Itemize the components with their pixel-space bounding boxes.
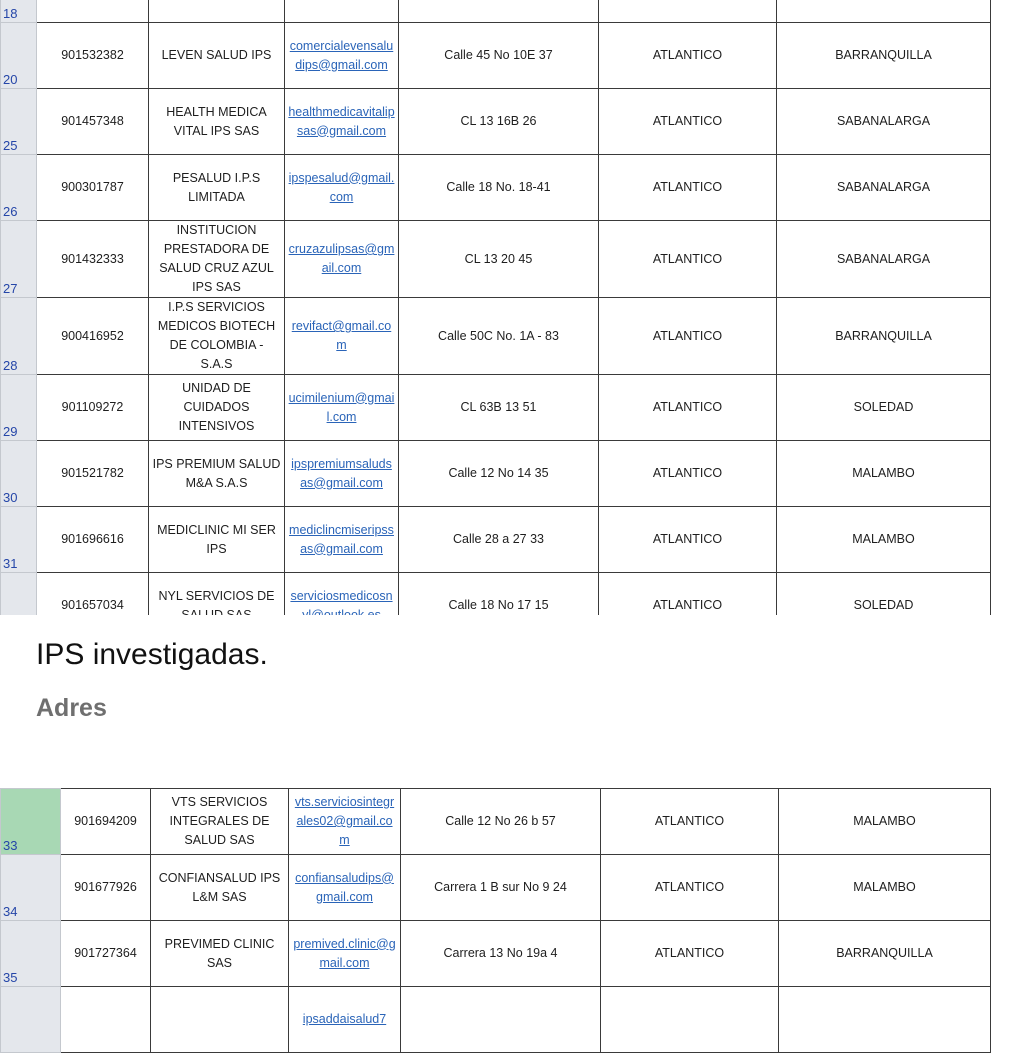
spreadsheet-top-body <box>1 0 991 639</box>
cell-city[interactable]: MALAMBO <box>777 441 991 507</box>
cell-city[interactable]: BARRANQUILLA <box>777 23 991 89</box>
cell-nit[interactable]: 901521782 <box>37 441 149 507</box>
cell-address[interactable]: CL 63B 13 51 <box>399 375 599 441</box>
table-row[interactable] <box>1 441 991 507</box>
cell-dept[interactable]: ATLANTICO <box>599 155 777 221</box>
cell-name[interactable]: PESALUD I.P.S LIMITADA <box>149 155 285 221</box>
email-link[interactable]: premived.clinic@gmail.com <box>293 936 396 970</box>
cell-email[interactable] <box>285 155 399 221</box>
cell-name[interactable]: LEVEN SALUD IPS <box>149 23 285 89</box>
cell-nit[interactable] <box>37 0 149 23</box>
email-link[interactable]: ipspesalud@gmail.com <box>288 170 395 204</box>
email-link[interactable]: ucimilenium@gmail.com <box>288 390 395 424</box>
row-number[interactable]: 31 <box>1 507 37 573</box>
cell-nit[interactable]: 901696616 <box>37 507 149 573</box>
email-link[interactable]: comercialevensaludips@gmail.com <box>289 38 394 72</box>
email-link[interactable]: ipsaddaisalud7 <box>302 1012 387 1026</box>
cell-nit[interactable]: 901532382 <box>37 23 149 89</box>
spreadsheet-bottom <box>0 788 991 1053</box>
cell-name[interactable]: NYL SERVICIOS DE <box>149 573 285 639</box>
cell-email[interactable] <box>285 298 399 375</box>
email-link[interactable]: cruzazulipsas@gmail.com <box>288 242 395 275</box>
cell-dept[interactable]: ATLANTICO <box>599 221 777 298</box>
cell-address[interactable]: Calle 28 a 27 33 <box>399 507 599 573</box>
cell-address[interactable]: CL 13 16B 26 <box>399 89 599 155</box>
cell-city[interactable] <box>777 0 991 23</box>
spreadsheet-bottom-body <box>1 789 991 1053</box>
cell-dept[interactable]: ATLANTICO <box>599 298 777 375</box>
cell-name[interactable] <box>151 987 289 1053</box>
cell-email[interactable] <box>285 0 399 23</box>
cell-name[interactable]: MEDICLINIC MI SER IPS <box>149 507 285 573</box>
email-link[interactable]: ipspremiumsaludsas@gmail.com <box>291 456 392 490</box>
cell-nit[interactable]: 901694209 <box>61 789 151 855</box>
table-row[interactable] <box>1 375 991 441</box>
row-number[interactable]: 20 <box>1 23 37 89</box>
cell-city[interactable]: MALAMBO <box>777 507 991 573</box>
cell-name[interactable]: IPS PREMIUM SALUD M&A S.A.S <box>149 441 285 507</box>
cell-address[interactable] <box>399 0 599 23</box>
cell-name[interactable]: CONFIANSALUD IPS L&M SAS <box>151 855 289 921</box>
cell-name[interactable]: HEALTH MEDICA VITAL IPS SAS <box>149 89 285 155</box>
cell-city[interactable]: MALAMBO <box>779 789 991 855</box>
email-link[interactable]: revifact@gmail.com <box>291 319 392 352</box>
cell-name[interactable]: INSTITUCION PRESTADORA DE SALUD CRUZ AZUL IPS SAS <box>149 221 285 298</box>
cell-address[interactable]: Calle 12 No 26 b 57 <box>401 789 601 855</box>
row-number[interactable] <box>1 987 61 1053</box>
table-row[interactable] <box>1 23 991 89</box>
table-row[interactable] <box>1 155 991 221</box>
cell-nit[interactable]: 901677926 <box>61 855 151 921</box>
cell-email[interactable] <box>285 441 399 507</box>
row-number[interactable]: 30 <box>1 441 37 507</box>
cell-address[interactable]: CL 13 20 45 <box>399 221 599 298</box>
table-row[interactable] <box>1 987 991 1053</box>
cell-email[interactable] <box>285 23 399 89</box>
cell-address[interactable]: Calle 18 No. 18-41 <box>399 155 599 221</box>
cell-address[interactable]: Calle 45 No 10E 37 <box>399 23 599 89</box>
cell-city[interactable]: BARRANQUILLA <box>779 921 991 987</box>
cell-nit[interactable]: 901109272 <box>37 375 149 441</box>
cell-address[interactable]: Calle 50C No. 1A - 83 <box>399 298 599 375</box>
cell-dept[interactable]: ATLANTICO <box>601 921 779 987</box>
cell-nit[interactable] <box>61 987 151 1053</box>
row-number[interactable]: 28 <box>1 298 37 375</box>
email-link[interactable]: mediclincmiseripssas@gmail.com <box>289 522 394 556</box>
cell-city[interactable]: SOLEDAD <box>777 375 991 441</box>
cell-nit[interactable]: 901727364 <box>61 921 151 987</box>
table-row[interactable] <box>1 298 991 375</box>
cell-email[interactable] <box>289 987 401 1053</box>
cell-email[interactable] <box>285 507 399 573</box>
row-number[interactable]: 29 <box>1 375 37 441</box>
table-row[interactable] <box>1 921 991 987</box>
cell-dept[interactable] <box>601 987 779 1053</box>
cell-city[interactable] <box>779 987 991 1053</box>
cell-dept[interactable]: ATLANTICO <box>599 507 777 573</box>
row-number[interactable]: 27 <box>1 221 37 298</box>
row-number[interactable]: 25 <box>1 89 37 155</box>
cell-name[interactable]: UNIDAD DE CUIDADOS INTENSIVOS <box>149 375 285 441</box>
cell-name[interactable]: VTS SERVICIOS INTEGRALES DE SALUD SAS <box>151 789 289 855</box>
email-link[interactable]: confiansaludips@gmail.com <box>295 870 394 904</box>
caption-title: IPS investigadas. <box>36 638 268 671</box>
cell-dept[interactable]: ATLANTICO <box>599 23 777 89</box>
cell-address[interactable]: Calle 18 No 17 15 <box>399 573 599 639</box>
email-link[interactable]: vts.serviciosintegrales02@gmail.com <box>294 795 395 847</box>
cell-email[interactable] <box>285 89 399 155</box>
cell-nit[interactable]: 901432333 <box>37 221 149 298</box>
cell-nit[interactable]: 901657034 <box>37 573 149 639</box>
cell-city[interactable]: SABANALARGA <box>777 89 991 155</box>
row-number[interactable]: 35 <box>1 921 61 987</box>
cell-name[interactable] <box>149 0 285 23</box>
table-row[interactable] <box>1 221 991 298</box>
cell-address[interactable] <box>401 987 601 1053</box>
cell-dept[interactable]: ATLANTICO <box>599 89 777 155</box>
cell-city[interactable]: SABANALARGA <box>777 155 991 221</box>
email-link[interactable]: healthmedicavitalipsas@gmail.com <box>288 104 395 138</box>
table-row[interactable] <box>1 789 991 855</box>
caption-source: Adres <box>36 694 107 722</box>
table-row[interactable] <box>1 855 991 921</box>
cell-dept[interactable]: ATLANTICO <box>599 441 777 507</box>
row-number[interactable]: 33 <box>1 789 61 855</box>
cell-email[interactable] <box>289 855 401 921</box>
cell-city[interactable]: BARRANQUILLA <box>777 298 991 375</box>
cell-email[interactable] <box>285 221 399 298</box>
cell-dept[interactable]: ATLANTICO <box>599 573 777 639</box>
row-number[interactable]: 34 <box>1 855 61 921</box>
cell-address[interactable]: Calle 12 No 14 35 <box>399 441 599 507</box>
caption-block <box>0 615 1024 789</box>
cell-email[interactable] <box>285 375 399 441</box>
cell-nit[interactable]: 901457348 <box>37 89 149 155</box>
cell-name[interactable]: PREVIMED CLINIC SAS <box>151 921 289 987</box>
row-number[interactable]: 18 <box>1 0 37 23</box>
cell-name[interactable]: I.P.S SERVICIOS MEDICOS BIOTECH DE COLOMBIA - S.A.S <box>149 298 285 375</box>
cell-dept[interactable]: ATLANTICO <box>601 855 779 921</box>
cell-city[interactable]: MALAMBO <box>779 855 991 921</box>
cell-city[interactable]: SABANALARGA <box>777 221 991 298</box>
cell-nit[interactable]: 900416952 <box>37 298 149 375</box>
table-row[interactable] <box>1 89 991 155</box>
email-link[interactable]: serviciosmedicosn <box>290 588 393 603</box>
cell-nit[interactable]: 900301787 <box>37 155 149 221</box>
cell-dept[interactable] <box>599 0 777 23</box>
cell-dept[interactable]: ATLANTICO <box>599 375 777 441</box>
row-number[interactable]: 26 <box>1 155 37 221</box>
cell-email[interactable] <box>289 921 401 987</box>
cell-city[interactable]: SOLEDAD <box>777 573 991 639</box>
cell-address[interactable]: Carrera 13 No 19a 4 <box>401 921 601 987</box>
cell-dept[interactable]: ATLANTICO <box>601 789 779 855</box>
cell-email[interactable] <box>289 789 401 855</box>
cell-address[interactable]: Carrera 1 B sur No 9 24 <box>401 855 601 921</box>
table-row[interactable] <box>1 507 991 573</box>
table-row[interactable] <box>1 0 991 23</box>
